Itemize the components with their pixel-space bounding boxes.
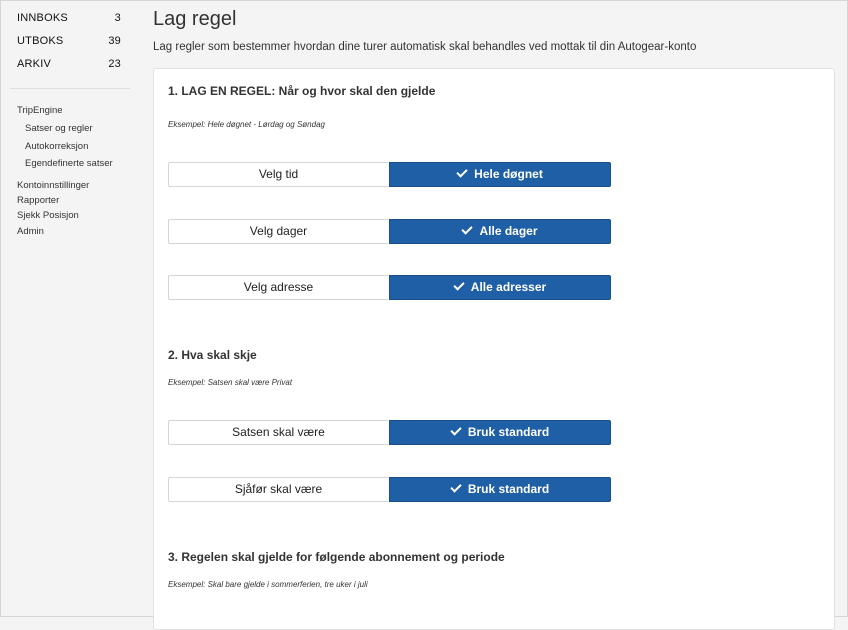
satsen-label: Satsen skal være — [168, 420, 388, 445]
velg-tid-value: Hele døgnet — [474, 167, 543, 181]
row-sjafor — [168, 477, 610, 502]
velg-adresse-label: Velg adresse — [168, 275, 388, 300]
check-icon — [456, 166, 467, 177]
nav-admin[interactable]: Admin — [17, 226, 44, 237]
page-title: Lag regel — [153, 8, 237, 30]
satsen-value: Bruk standard — [467, 425, 550, 439]
row-velg-dager — [168, 219, 610, 244]
page-subtitle: Lag regler som bestemmer hvordan dine turer automatisk skal behandles ved mottak til din Autogear-konto — [153, 41, 697, 53]
folder-outbox-count: 39 — [108, 35, 121, 47]
nav-autokorreksjon[interactable]: Autokorreksjon — [25, 141, 89, 152]
row-velg-adresse — [168, 275, 610, 300]
folder-archive-count: 23 — [108, 58, 121, 70]
sidebar-divider — [10, 88, 130, 89]
folder-archive[interactable] — [17, 58, 121, 70]
folder-archive-label: ARKIV — [17, 58, 52, 70]
check-icon — [453, 279, 464, 290]
section-1-heading: 1. LAG EN REGEL: Når og hvor skal den gjelde — [168, 84, 436, 98]
folder-inbox-count: 3 — [114, 12, 121, 24]
rule-card — [153, 68, 835, 630]
section-3-heading: 3. Regelen skal gjelde for følgende abonnement og periode — [168, 550, 505, 564]
check-icon — [450, 424, 461, 435]
folder-inbox-label: INNBOKS — [17, 12, 68, 24]
section-3-example: Eksempel: Skal bare gjelde i sommerferien, tre uker i juli — [168, 580, 368, 589]
velg-adresse-value: Alle adresser — [470, 280, 547, 294]
nav-sjekk-posisjon[interactable]: Sjekk Posisjon — [17, 210, 79, 221]
folder-outbox[interactable] — [17, 35, 121, 47]
section-2-heading: 2. Hva skal skje — [168, 348, 257, 362]
sjafor-label: Sjåfør skal være — [168, 477, 388, 502]
section-2-example: Eksempel: Satsen skal være Privat — [168, 378, 293, 387]
velg-dager-button[interactable] — [389, 219, 611, 244]
check-icon — [450, 481, 461, 492]
velg-tid-label: Velg tid — [168, 162, 388, 187]
folder-inbox[interactable] — [17, 12, 121, 24]
nav-rapporter[interactable]: Rapporter — [17, 195, 60, 206]
velg-adresse-button[interactable] — [389, 275, 611, 300]
nav-kontoinnstillinger[interactable]: Kontoinnstillinger — [17, 180, 90, 191]
section-1-example: Eksempel: Hele døgnet - Lørdag og Søndag — [168, 120, 325, 129]
velg-dager-label: Velg dager — [168, 219, 388, 244]
velg-dager-value: Alle dager — [479, 224, 538, 238]
row-satsen — [168, 420, 610, 445]
check-icon — [462, 223, 473, 234]
velg-tid-button[interactable] — [389, 162, 611, 187]
nav-tripengine[interactable]: TripEngine — [17, 105, 63, 116]
nav-egendefinerte-satser[interactable]: Egendefinerte satser — [25, 158, 113, 169]
sjafor-button[interactable] — [389, 477, 611, 502]
nav-satser-og-regler[interactable]: Satser og regler — [25, 123, 93, 134]
row-velg-tid — [168, 162, 610, 187]
folder-outbox-label: UTBOKS — [17, 35, 64, 47]
sidebar — [0, 0, 140, 617]
sjafor-value: Bruk standard — [467, 482, 550, 496]
satsen-button[interactable] — [389, 420, 611, 445]
